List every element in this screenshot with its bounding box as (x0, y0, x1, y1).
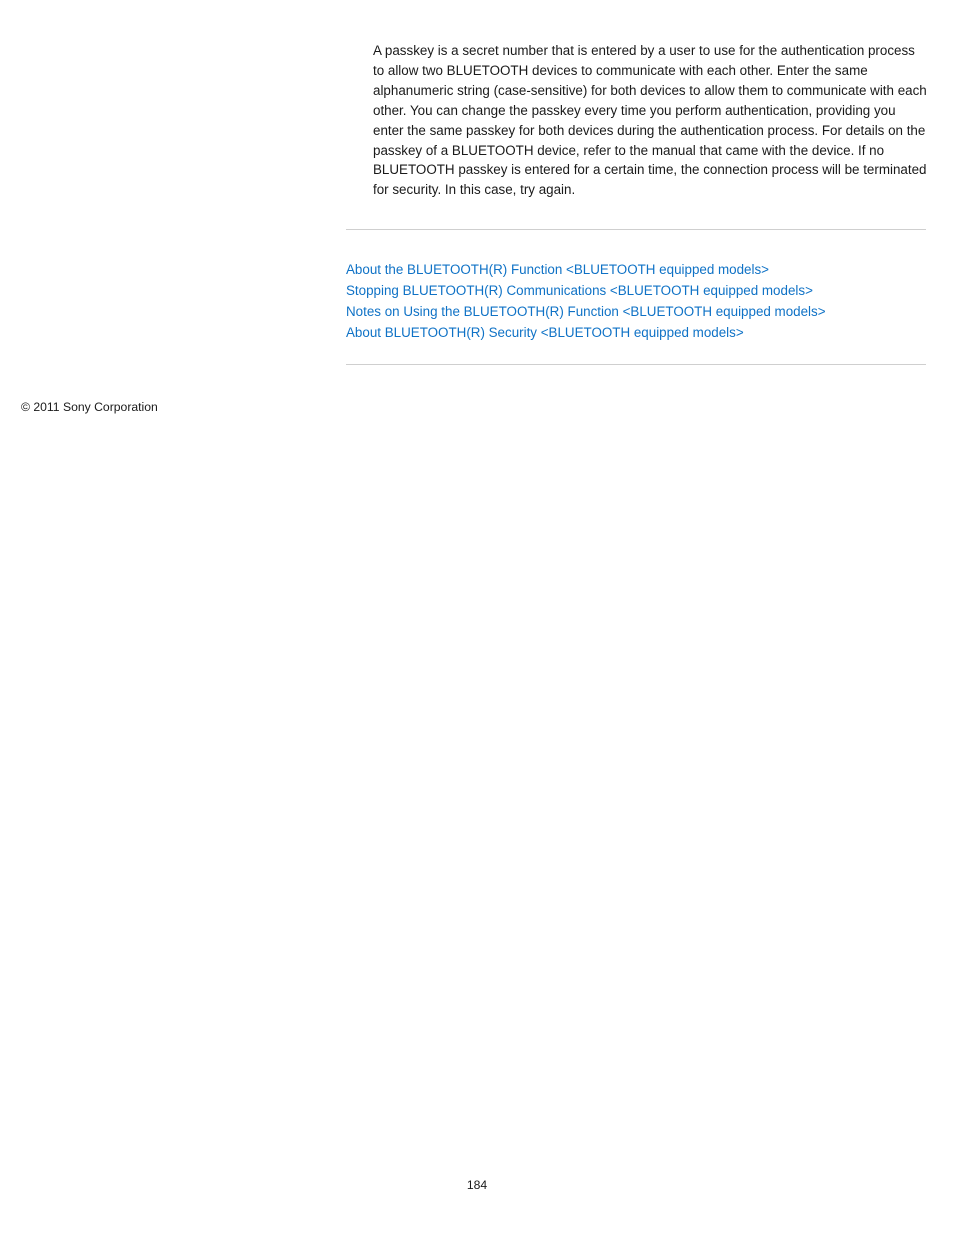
link-notes-on-using-bluetooth[interactable]: Notes on Using the BLUETOOTH(R) Function <BLUETOOTH equipped models> (346, 304, 826, 319)
related-topic-item (346, 280, 826, 301)
passkey-description: A passkey is a secret number that is entered by a user to use for the authentication process to allow two BLUETOOTH devices to communicate with each other. Enter the same alphanumeric string (case-sensitive) for both devices to allow them to communicate with each other. You can change the passkey every time you perform authentication, providing you enter the same passkey for both devices during the authentication process. For details on the passkey of a BLUETOOTH device, refer to the manual that came with the device. If no BLUETOOTH passkey is entered for a certain time, the connection process will be terminated for security. In this case, try again. (373, 43, 927, 198)
section-divider-bottom (346, 364, 926, 365)
related-topics-list (346, 259, 826, 343)
section-divider-top (346, 229, 926, 230)
related-topic-item (346, 301, 826, 322)
link-about-bluetooth-security[interactable]: About BLUETOOTH(R) Security <BLUETOOTH equipped models> (346, 325, 744, 340)
copyright-notice: © 2011 Sony Corporation (21, 400, 158, 414)
page-number: 184 (466, 1178, 488, 1192)
related-topic-item (346, 259, 826, 280)
related-topic-item (346, 322, 826, 343)
link-about-bluetooth-function[interactable]: About the BLUETOOTH(R) Function <BLUETOOTH equipped models> (346, 262, 769, 277)
link-stopping-bluetooth-communications[interactable]: Stopping BLUETOOTH(R) Communications <BLUETOOTH equipped models> (346, 283, 813, 298)
